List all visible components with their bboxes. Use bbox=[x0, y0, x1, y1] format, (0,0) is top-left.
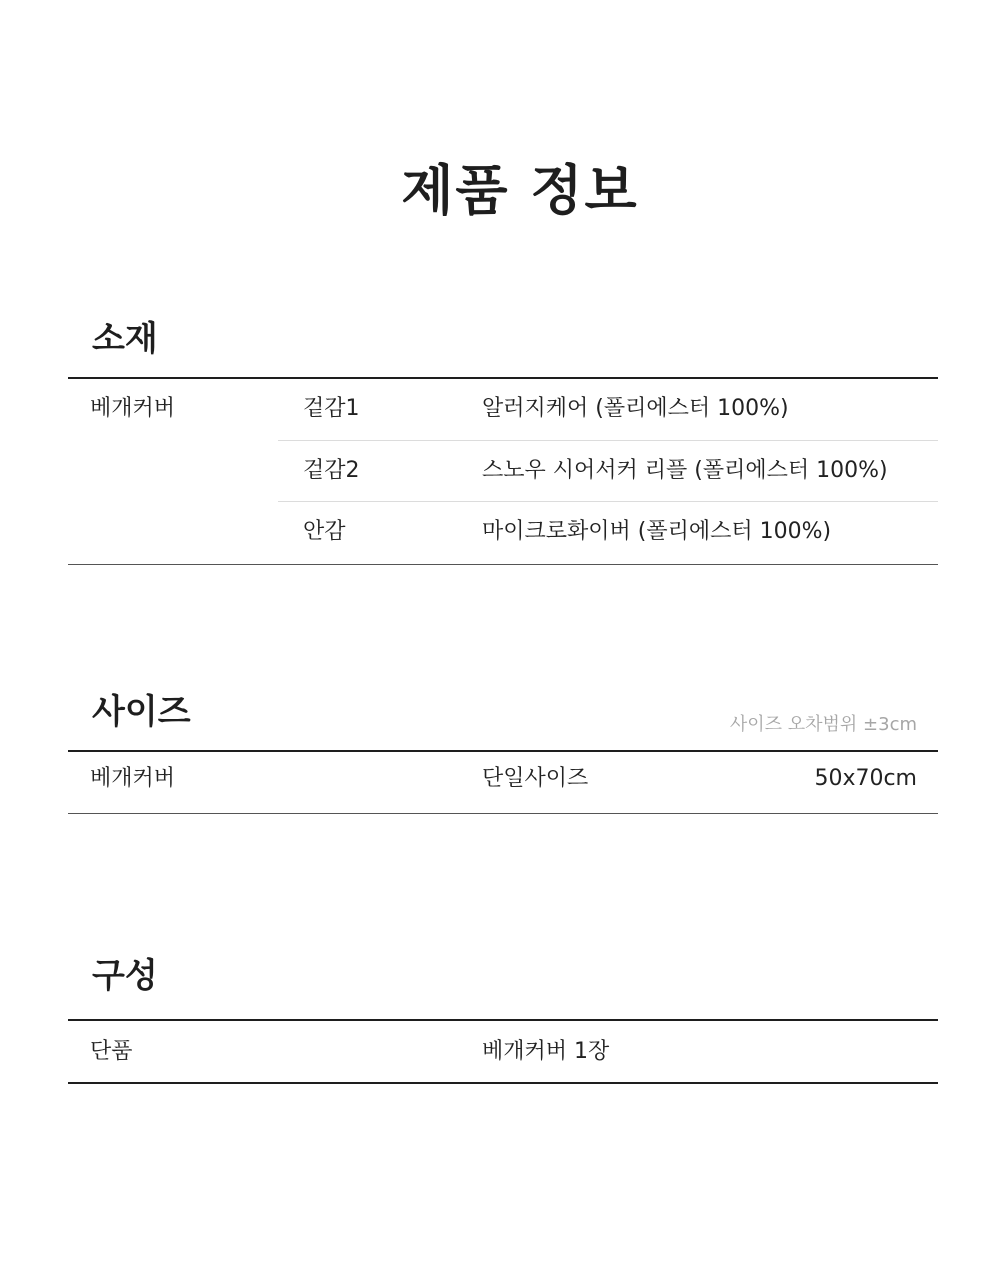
composition-heading: 구성 bbox=[92, 956, 158, 996]
material-row-divider bbox=[278, 440, 938, 441]
composition-bottom-rule bbox=[68, 1082, 938, 1084]
material-item: 베개커버 bbox=[90, 396, 176, 421]
page-title: 제품 정보 bbox=[401, 159, 639, 222]
material-heading: 소재 bbox=[92, 319, 158, 359]
size-item: 베개커버 bbox=[90, 766, 176, 791]
size-tolerance-note: 사이즈 오차범위 ±3cm bbox=[729, 714, 917, 735]
material-value-1: 알러지케어 (폴리에스터 100%) bbox=[482, 396, 789, 421]
material-value-2: 스노우 시어서커 리플 (폴리에스터 100%) bbox=[482, 458, 888, 483]
composition-value: 베개커버 1장 bbox=[482, 1039, 610, 1064]
composition-item: 단품 bbox=[90, 1039, 133, 1064]
size-bottom-rule bbox=[68, 813, 938, 814]
material-value-3: 마이크로화이버 (폴리에스터 100%) bbox=[482, 519, 832, 544]
material-part-2: 겉감2 bbox=[303, 458, 360, 483]
material-row-divider bbox=[278, 501, 938, 502]
size-dimension: 50x70cm bbox=[814, 766, 917, 791]
material-part-1: 겉감1 bbox=[303, 396, 360, 421]
size-type: 단일사이즈 bbox=[482, 766, 589, 791]
material-part-3: 안감 bbox=[303, 519, 346, 544]
size-heading: 사이즈 bbox=[92, 692, 191, 732]
size-top-rule bbox=[68, 750, 938, 752]
composition-top-rule bbox=[68, 1019, 938, 1021]
material-top-rule bbox=[68, 377, 938, 379]
material-bottom-rule bbox=[68, 564, 938, 565]
